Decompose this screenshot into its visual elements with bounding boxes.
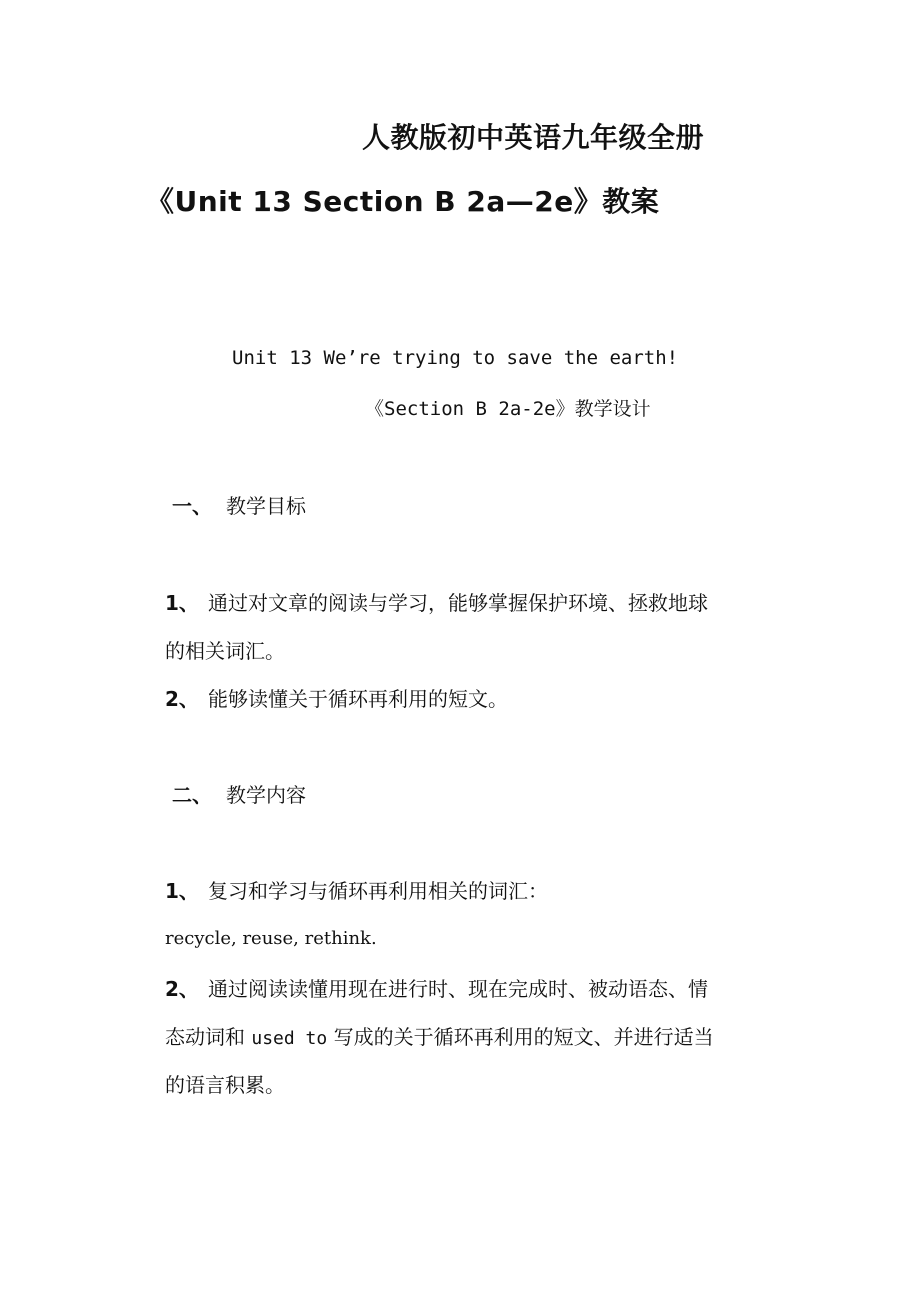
section-number-1: 一、 [172,494,212,518]
section-heading-objectives: 教学目标 [226,494,306,518]
inline-code: used to [251,1028,328,1049]
document-title-line2: 《Unit 13 Section B 2a—2e》教案 [146,185,660,218]
item-text-part: 写成的关于循环再利用的短文、并进行适当 [333,1025,714,1049]
item-number: 1、 [165,591,199,615]
item-text: 复习和学习与循环再利用相关的词汇： [208,879,548,903]
item-text: 能够读懂关于循环再利用的短文。 [208,687,508,711]
item-number: 2、 [165,977,199,1001]
item-number: 2、 [165,687,199,711]
item-text: 通过阅读读懂用现在进行时、现在完成时、被动语态、情 [208,977,708,1001]
document-title-line1: 人教版初中英语九年级全册 [362,121,705,154]
item-text-continued: 的相关词汇。 [165,639,285,663]
unit-subtitle: Unit 13 We’re trying to save the earth! [232,347,679,369]
vocabulary-list: recycle, reuse, rethink. [165,928,377,949]
section-heading-content: 教学内容 [226,783,306,807]
item-text-continued: 的语言积累。 [165,1073,285,1097]
item-number: 1、 [165,879,199,903]
item-text-continued [165,1021,714,1050]
item-text-part: 态动词和 [165,1025,245,1049]
item-text: 通过对文章的阅读与学习，能够掌握保护环境、拯救地球 [208,591,708,615]
section-subtitle: 《Section B 2a-2e》教学设计 [365,398,651,420]
section-number-2: 二、 [172,783,212,807]
